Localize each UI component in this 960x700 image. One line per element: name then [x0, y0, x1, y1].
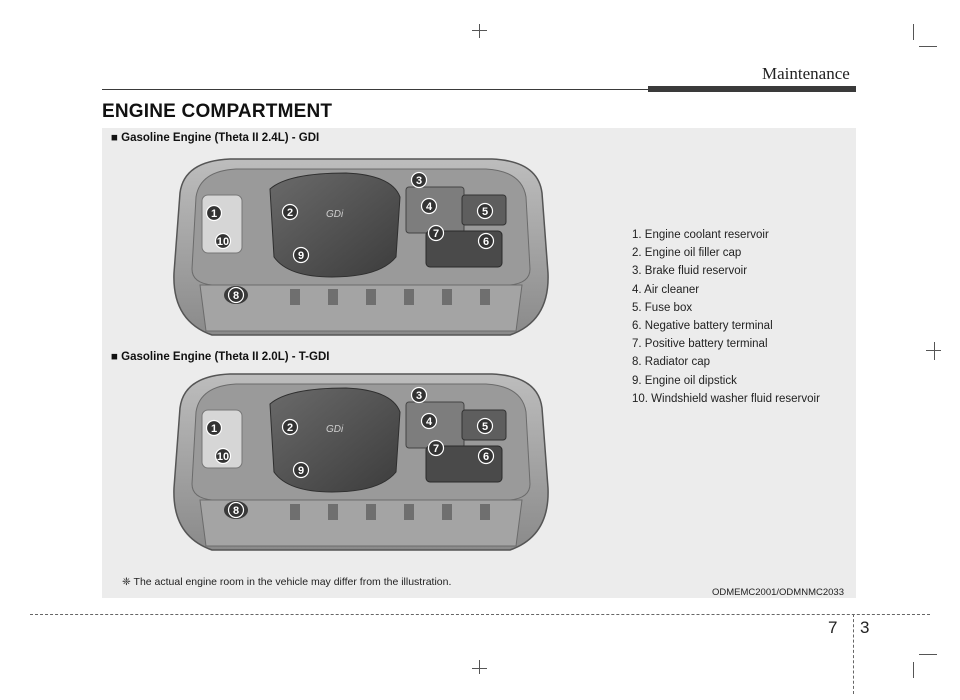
callout-9: [294, 248, 309, 263]
crop-mark-tr-h: [919, 46, 937, 47]
crop-mark-bottom-v: [479, 660, 480, 674]
crop-mark-tr-v: [913, 24, 914, 40]
crop-mark-bottom-h: [472, 668, 487, 669]
latch-slot: [328, 289, 338, 305]
crop-mark-br-h: [919, 654, 937, 655]
crop-mark-right-h: [926, 350, 941, 351]
callout-label: 10: [216, 236, 230, 248]
callout-label: 4: [425, 416, 433, 428]
latch-slot: [366, 289, 376, 305]
footer-rule: [30, 614, 930, 615]
callout-9: [294, 463, 309, 478]
crop-mark-top-h: [472, 30, 487, 31]
callout-label: 2: [286, 207, 294, 219]
latch-slot: [442, 504, 452, 520]
callout-7: [429, 441, 444, 456]
callout-10: [216, 449, 231, 464]
callout-label: 5: [481, 421, 489, 433]
latch-slot: [480, 289, 490, 305]
callout-label: 8: [232, 505, 240, 517]
callout-2: [283, 205, 298, 220]
engine-illustration-gdi: [170, 153, 552, 343]
callout-1: [207, 421, 222, 436]
callout-label: 10: [216, 451, 230, 463]
crop-mark-br-v: [913, 662, 914, 678]
engine-cover-shape: [270, 388, 400, 492]
legend-item: 10. Windshield washer fluid reservoir: [632, 392, 820, 405]
callout-label: 5: [481, 206, 489, 218]
figure-title-gdi: ■ Gasoline Engine (Theta II 2.4L) - GDI: [111, 132, 320, 144]
callout-label: 4: [425, 201, 433, 213]
header-rule: [102, 89, 648, 90]
callout-1: [207, 206, 222, 221]
callout-label: 3: [415, 390, 423, 402]
callout-5: [478, 204, 493, 219]
legend-item: 4. Air cleaner: [632, 283, 700, 296]
engine-illustration-tgdi: [170, 367, 552, 559]
legend-item: 3. Brake fluid reservoir: [632, 265, 748, 278]
crop-mark-top-v: [479, 24, 480, 38]
callout-6: [479, 449, 494, 464]
parts-legend: [632, 226, 820, 408]
callout-5: [478, 419, 493, 434]
disclaimer-note: ❈ The actual engine room in the vehicle may differ from the illustration.: [122, 576, 452, 588]
callout-2: [283, 420, 298, 435]
callout-label: 9: [297, 465, 305, 477]
footer-divider: [853, 614, 854, 694]
callout-label: 2: [286, 422, 294, 434]
callout-3: [412, 388, 427, 403]
radiator-support-shape: [200, 500, 522, 546]
callout-4: [422, 199, 437, 214]
engine-cover-shape: [270, 173, 400, 277]
legend-item: 2. Engine oil filler cap: [632, 247, 742, 260]
header-bar: [648, 86, 856, 92]
radiator-support-shape: [200, 285, 522, 331]
latch-slot: [290, 289, 300, 305]
callout-3: [412, 173, 427, 188]
legend-item: 8. Radiator cap: [632, 356, 710, 369]
chapter-number: 7: [828, 618, 838, 637]
legend-item: 7. Positive battery terminal: [632, 338, 768, 351]
page-number: 3: [860, 618, 870, 637]
callout-8: [229, 503, 244, 518]
latch-slot: [328, 504, 338, 520]
callout-label: 9: [297, 250, 305, 262]
image-code: ODMEMC2001/ODMNMC2033: [712, 587, 844, 598]
latch-slot: [366, 504, 376, 520]
latch-slot: [404, 289, 414, 305]
callout-label: 3: [415, 175, 423, 187]
legend-item: 5. Fuse box: [632, 301, 693, 314]
legend-item: 1. Engine coolant reservoir: [632, 229, 769, 241]
latch-slot: [480, 504, 490, 520]
callout-label: 8: [232, 290, 240, 302]
callout-6: [479, 234, 494, 249]
legend-item: 9. Engine oil dipstick: [632, 374, 737, 387]
callout-label: 7: [432, 228, 440, 240]
chapter-title: ENGINE COMPARTMENT: [102, 101, 333, 122]
latch-slot: [404, 504, 414, 520]
figure-title-tgdi: ■ Gasoline Engine (Theta II 2.0L) - T-GDI: [111, 351, 330, 363]
engine-badge: GDi: [326, 424, 344, 435]
callout-label: 6: [482, 451, 490, 463]
callout-label: 7: [432, 443, 440, 455]
latch-slot: [442, 289, 452, 305]
latch-slot: [290, 504, 300, 520]
callout-8: [229, 288, 244, 303]
callout-7: [429, 226, 444, 241]
callout-4: [422, 414, 437, 429]
callout-label: 1: [210, 208, 218, 220]
section-title: Maintenance: [762, 64, 850, 83]
engine-badge: GDi: [326, 209, 344, 220]
callout-label: 6: [482, 236, 490, 248]
legend-item: 6. Negative battery terminal: [632, 320, 773, 333]
crop-mark-right-v: [934, 342, 935, 360]
callout-10: [216, 234, 231, 249]
callout-label: 1: [210, 423, 218, 435]
